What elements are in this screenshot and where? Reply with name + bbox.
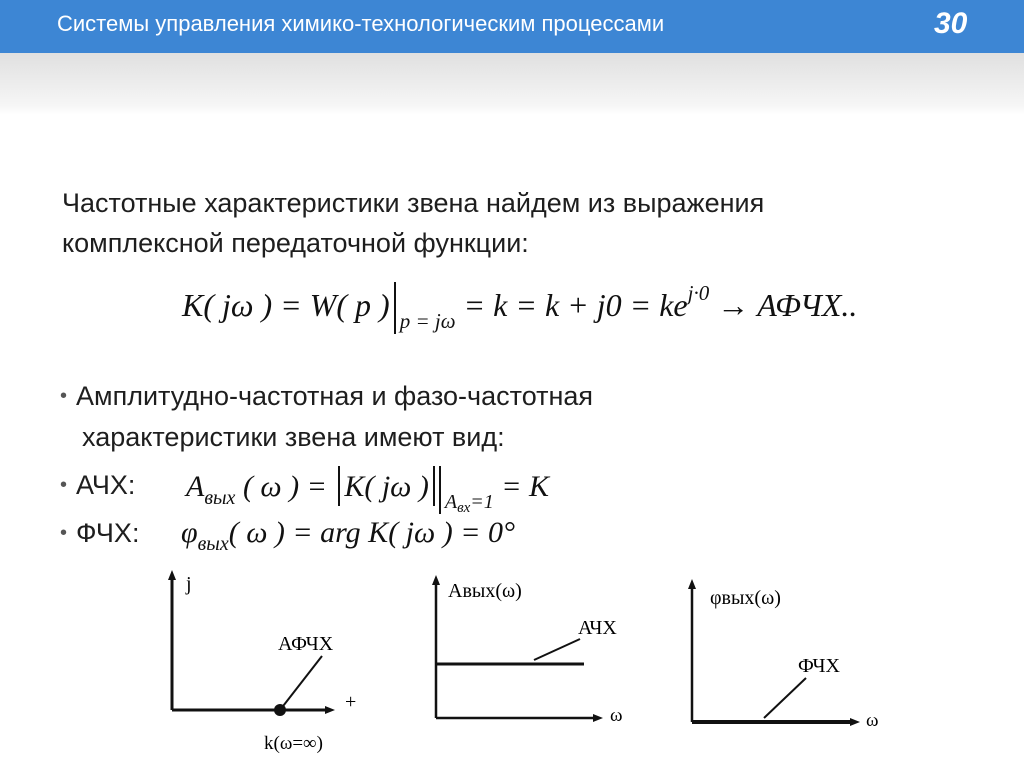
eq2-a: A — [186, 470, 205, 503]
intro-line-2: комплексной передаточной функции: — [62, 228, 529, 258]
bullet-1 — [60, 381, 593, 412]
g1-y-label: j — [186, 573, 192, 595]
eq2-abs-left — [338, 466, 340, 506]
eq1-lhs: K( jω ) = W( p ) — [182, 287, 390, 323]
g1-point — [274, 704, 286, 716]
eq1-rhs: → АФЧХ.. — [717, 287, 858, 323]
g3-y-label: φвых(ω) — [710, 587, 781, 609]
eq2-condition-bar — [439, 466, 441, 514]
equation-amplitude — [186, 466, 549, 514]
g1-leader-line — [280, 656, 322, 710]
bullet-1-line-2: характеристики звена имеют вид: — [82, 422, 505, 452]
eq2-a-subscript: вых — [204, 487, 236, 509]
g1-point-label: k(ω=∞) — [264, 733, 323, 754]
eq1-superscript: j·0 — [687, 281, 710, 305]
eq2-arg: ( ω ) = — [242, 470, 327, 503]
g1-x-label: + — [345, 691, 357, 713]
intro-paragraph — [62, 183, 764, 263]
eq2-abs-right — [433, 466, 435, 506]
slide-number: 30 — [934, 7, 968, 40]
graph-achh — [436, 580, 623, 726]
bullet-dot: • — [60, 474, 68, 496]
intro-line-1: Частотные характеристики звена найдем из выражения — [62, 188, 765, 218]
bullet-1-line-1: Амплитудно-частотная и фазо-частотная — [76, 381, 594, 411]
slide-title: Системы управления химико-технологическим процессами — [57, 11, 665, 36]
eq3-rest: ( ω ) = arg K( jω ) = 0° — [228, 516, 515, 549]
g2-leader-line — [534, 639, 580, 660]
bullet-dot: • — [60, 522, 68, 544]
eq1-subscript: p = jω — [399, 309, 456, 333]
graph-fchh — [692, 584, 879, 731]
equation-transfer-function — [182, 282, 857, 334]
equation-phase — [181, 516, 515, 555]
bullet-2-label: АЧХ: — [76, 470, 136, 500]
slide-header — [0, 0, 1024, 53]
eq2-cond-sub: вх — [457, 500, 471, 516]
g1-curve-label: АФЧХ — [278, 633, 334, 655]
g2-curve-label: АЧХ — [578, 617, 617, 639]
eq2-cond-rest: =1 — [470, 491, 494, 513]
g3-x-label: ω — [866, 710, 879, 731]
graph-afchh — [172, 573, 356, 754]
bullet-2 — [60, 470, 135, 501]
eq2-cond-a: A — [444, 491, 458, 513]
g3-leader-line — [764, 678, 806, 718]
header-shadow-band — [0, 53, 1024, 115]
characteristic-graphs — [0, 560, 1024, 767]
bullet-dot: • — [60, 385, 68, 407]
eq1-evaluation-bar — [394, 282, 396, 334]
eq2-k: K( jω ) — [344, 470, 429, 503]
eq2-rhs: = K — [501, 470, 550, 503]
bullet-1-continued — [82, 422, 505, 453]
bullet-3-label: ФЧХ: — [76, 518, 140, 548]
g3-curve-label: ФЧХ — [798, 655, 840, 677]
eq3-phi-subscript: вых — [197, 533, 229, 555]
eq3-phi: φ — [181, 516, 198, 549]
eq1-middle: = k = k + j0 = ke — [463, 287, 688, 323]
bullet-3 — [60, 518, 139, 549]
g2-y-label: Aвых(ω) — [448, 580, 522, 602]
g2-x-label: ω — [610, 705, 623, 726]
